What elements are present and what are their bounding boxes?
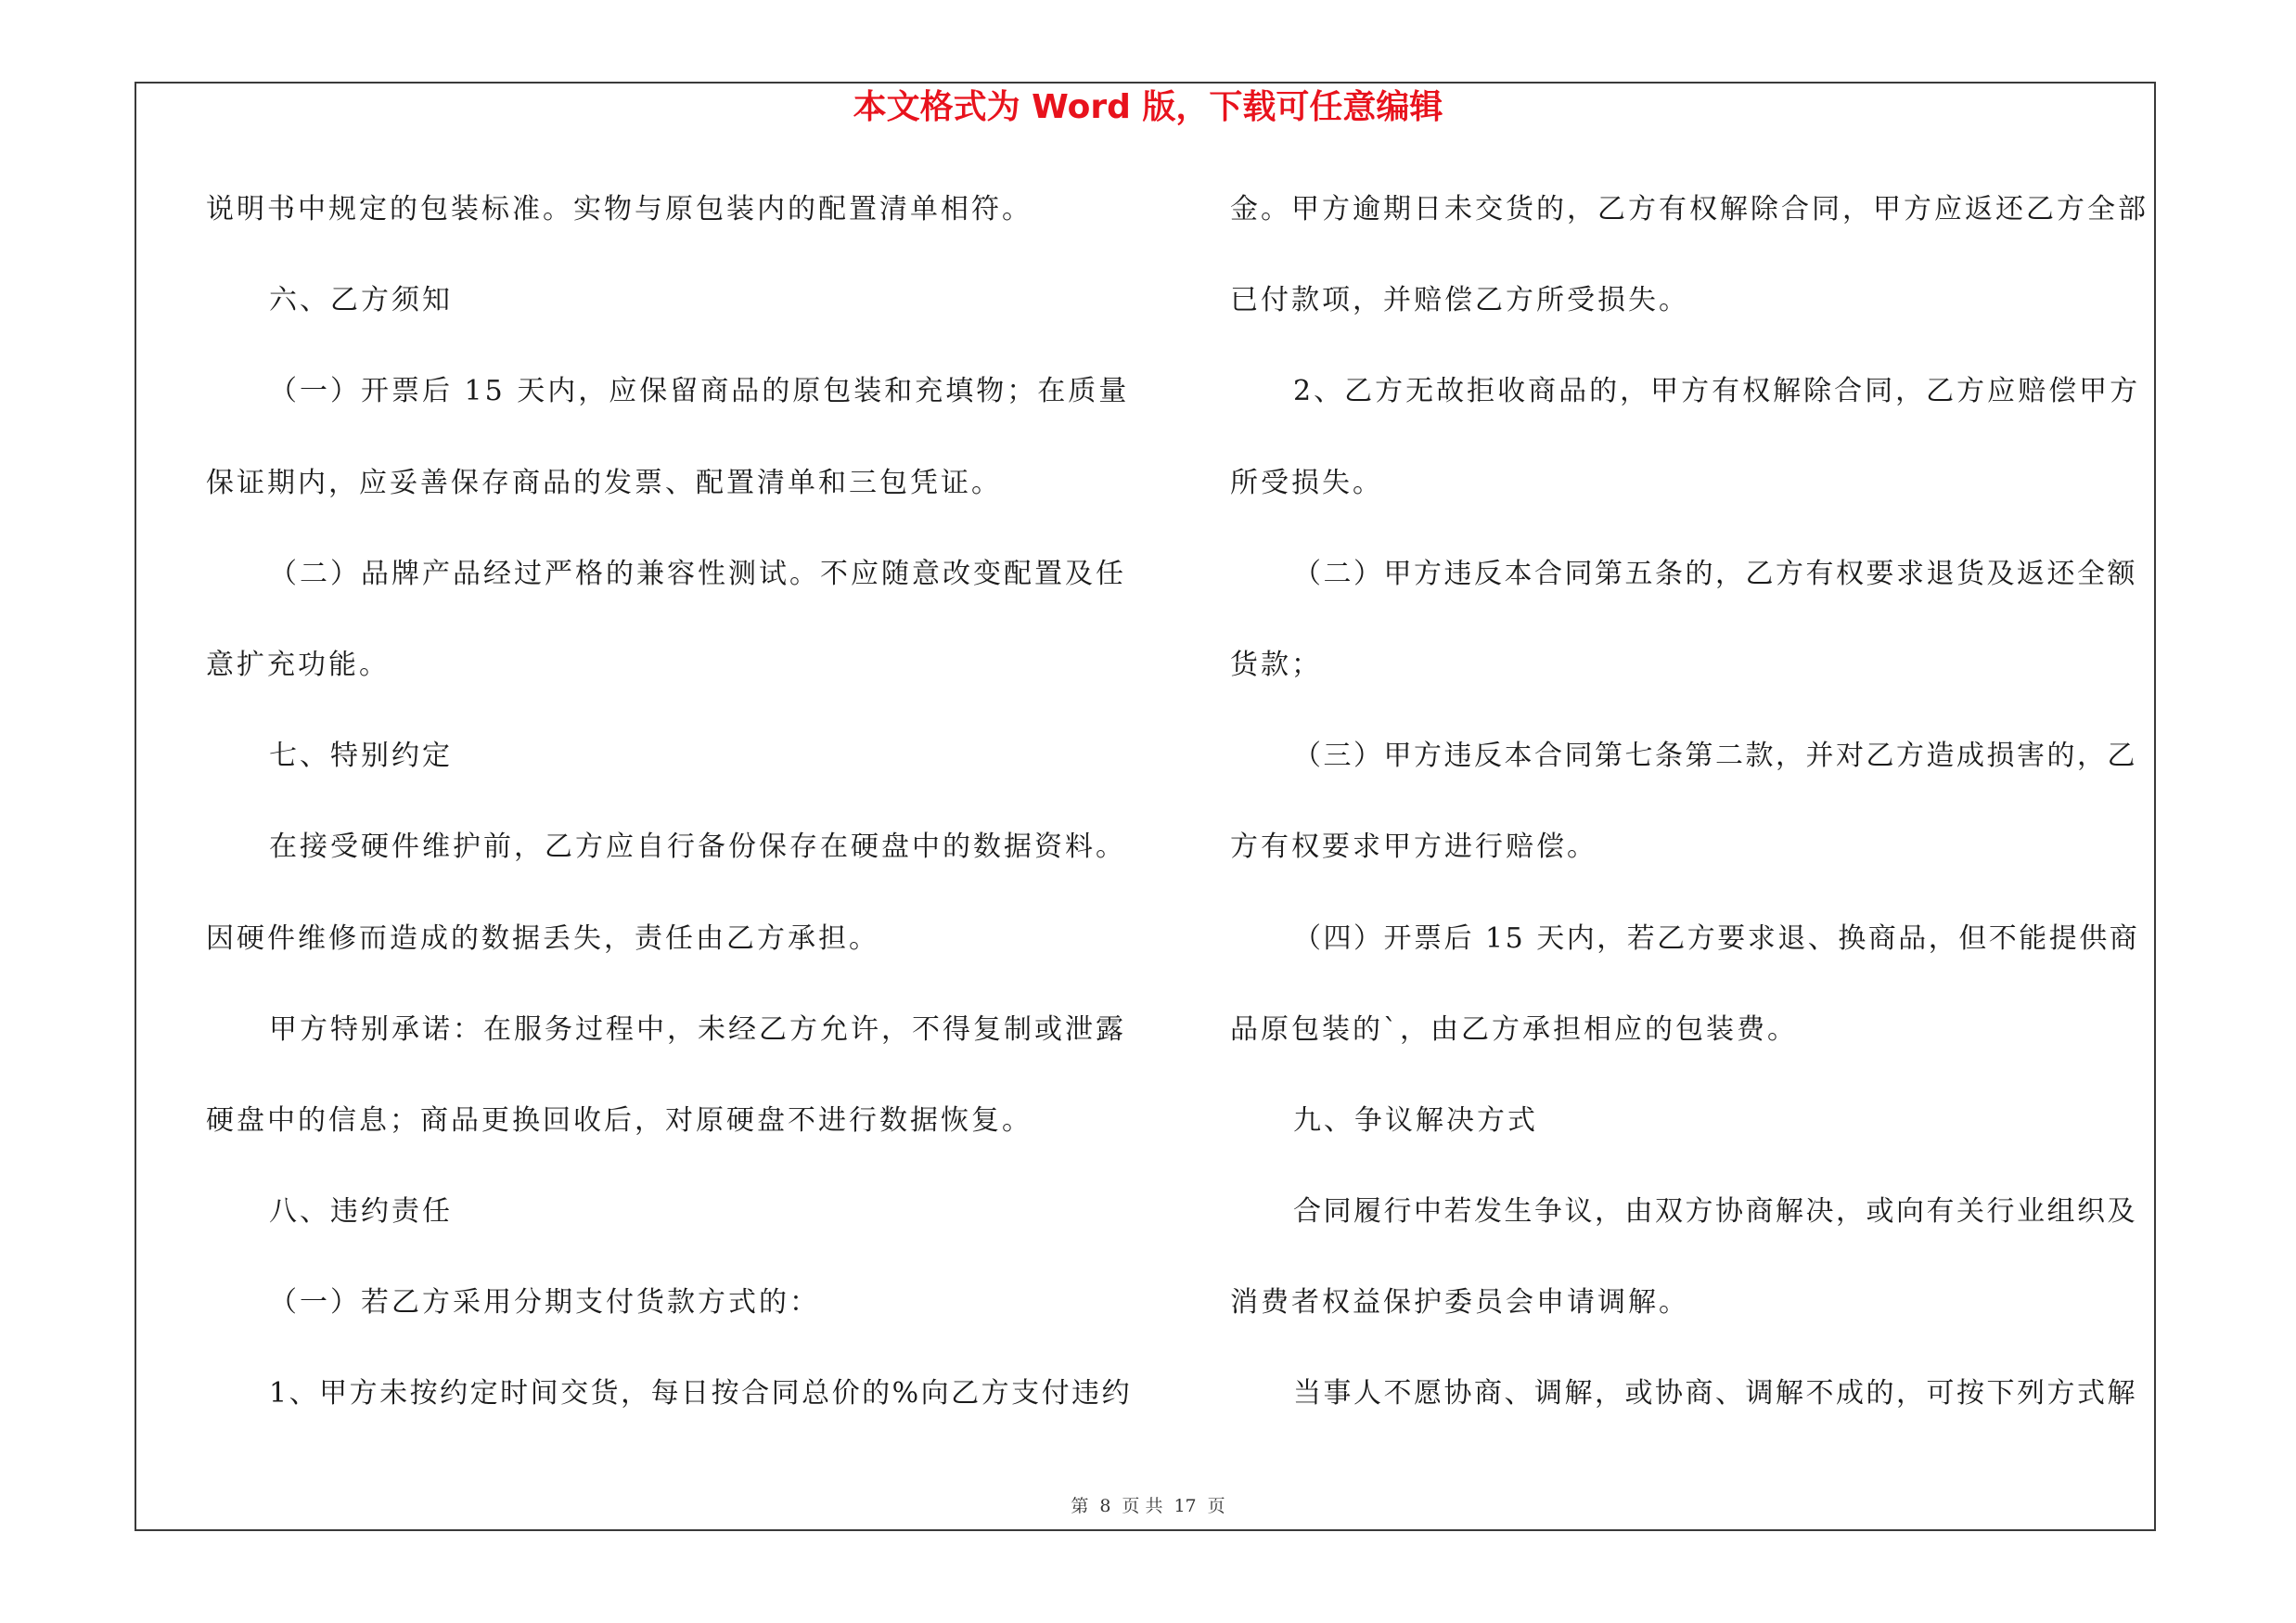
text-line: 甲方特别承诺：在服务过程中，未经乙方允许，不得复制或泄露 bbox=[269, 1012, 1126, 1046]
text-line: （二）甲方违反本合同第五条的，乙方有权要求退货及返还全额 bbox=[1293, 557, 2137, 590]
section-heading: 六、乙方须知 bbox=[269, 284, 453, 317]
text-line: （一）开票后 15 天内，应保留商品的原包装和充填物；在质量 bbox=[269, 375, 1130, 408]
text-line: 2、乙方无故拒收商品的，甲方有权解除合同，乙方应赔偿甲方 bbox=[1293, 375, 2141, 408]
text-line: 1、甲方未按约定时间交货，每日按合同总价的%向乙方支付违约 bbox=[269, 1377, 1133, 1410]
text-line: （四）开票后 15 天内，若乙方要求退、换商品，但不能提供商 bbox=[1293, 921, 2140, 955]
text-line: 意扩充功能。 bbox=[206, 648, 390, 681]
text-line: 金。甲方逾期日未交货的，乙方有权解除合同，甲方应返还乙方全部 bbox=[1230, 193, 2148, 225]
total-pages-number: 17 bbox=[1174, 1496, 1197, 1516]
text-line: 当事人不愿协商、调解，或协商、调解不成的，可按下列方式解 bbox=[1293, 1377, 2137, 1410]
text-line: 说明书中规定的包装标准。实物与原包装内的配置清单相符。 bbox=[206, 193, 1033, 225]
text-line: 因硬件维修而造成的数据丢失，责任由乙方承担。 bbox=[206, 921, 879, 955]
section-heading: 七、特别约定 bbox=[269, 740, 453, 773]
text-line: （三）甲方违反本合同第七条第二款，并对乙方造成损害的，乙 bbox=[1293, 740, 2137, 773]
left-column bbox=[206, 182, 1143, 1458]
footer-label-of: 页 共 bbox=[1122, 1496, 1163, 1516]
footer-label-pages: 页 bbox=[1207, 1496, 1225, 1516]
text-line: 消费者权益保护委员会申请调解。 bbox=[1230, 1286, 1689, 1320]
right-column bbox=[1230, 182, 2148, 1458]
text-line: 合同履行中若发生争议，由双方协商解决，或向有关行业组织及 bbox=[1293, 1195, 2137, 1229]
text-line: （一）若乙方采用分期支付货款方式的： bbox=[269, 1286, 820, 1320]
text-line: 品原包装的`，由乙方承担相应的包装费。 bbox=[1230, 1012, 1798, 1046]
section-heading: 八、违约责任 bbox=[269, 1195, 453, 1229]
text-line: 在接受硬件维护前，乙方应自行备份保存在硬盘中的数据资料。 bbox=[269, 831, 1126, 864]
text-line: 保证期内，应妥善保存商品的发票、配置清单和三包凭证。 bbox=[206, 466, 1002, 499]
text-line: 所受损失。 bbox=[1230, 466, 1383, 499]
current-page-number: 8 bbox=[1099, 1496, 1111, 1516]
section-heading: 九、争议解决方式 bbox=[1293, 1103, 1538, 1137]
format-banner: 本文格式为 Word 版，下载可任意编辑 bbox=[853, 88, 1443, 126]
footer-label-page: 第 bbox=[1071, 1496, 1089, 1516]
text-line: 方有权要求甲方进行赔偿。 bbox=[1230, 831, 1597, 864]
text-line: 已付款项，并赔偿乙方所受损失。 bbox=[1230, 284, 1689, 317]
page-footer bbox=[0, 1492, 2296, 1517]
text-line: 货款； bbox=[1230, 648, 1322, 681]
text-line: 硬盘中的信息；商品更换回收后，对原硬盘不进行数据恢复。 bbox=[206, 1103, 1033, 1137]
text-line: （二）品牌产品经过严格的兼容性测试。不应随意改变配置及任 bbox=[269, 557, 1126, 590]
